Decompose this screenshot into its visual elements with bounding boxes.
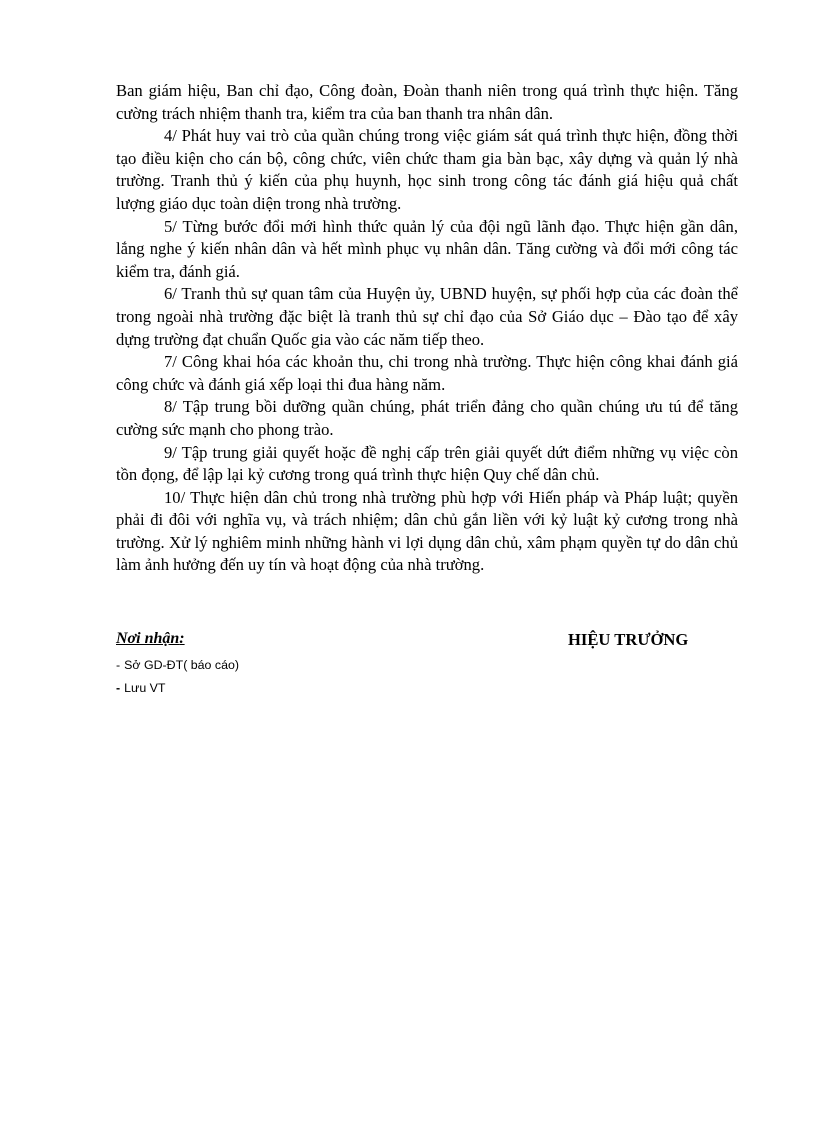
- paragraph-item-10: 10/ Thực hiện dân chủ trong nhà trường phù hợp với Hiến pháp và Pháp luật; quyền phải đi đôi với nghĩa vụ, và trách nhiệm; dân chủ gắn liền với kỷ luật kỷ cương trong nhà trường. Xử lý nghiêm minh những hành vi lợi dụng dân chủ, xâm phạm quyền tự do dân chủ làm ảnh hưởng đến uy tín và hoạt động của nhà trường.: [116, 487, 738, 575]
- paragraph-item-9: 9/ Tập trung giải quyết hoặc đề nghị cấp trên giải quyết dứt điểm những vụ việc còn tồn đọng, để lập lại kỷ cương trong quá trình thực hiện Quy chế dân chủ.: [116, 442, 738, 485]
- recipient-bullet: -: [116, 681, 121, 695]
- paragraph-item-8: 8/ Tập trung bồi dưỡng quần chúng, phát triển đảng cho quần chúng ưu tú để tăng cường sức mạnh cho phong trào.: [116, 397, 738, 439]
- recipient-item: [116, 681, 166, 695]
- recipients-heading: [116, 630, 185, 648]
- paragraph-item-5: 5/ Từng bước đổi mới hình thức quản lý của đội ngũ lãnh đạo. Thực hiện gần dân, lắng nghe ý kiến nhân dân và hết mình phục vụ nhân dân. Tăng cường và đổi mới công tác kiểm tra, đánh giá.: [116, 216, 738, 281]
- paragraph-item-7: 7/ Công khai hóa các khoản thu, chi trong nhà trường. Thực hiện công khai đánh giá công chức và đánh giá xếp loại thi đua hàng năm.: [116, 352, 738, 394]
- recipient-item: [116, 658, 239, 672]
- recipient-text: Sở GD-ĐT( báo cáo): [124, 658, 239, 672]
- recipient-text: Lưu VT: [124, 681, 166, 695]
- document-body: [116, 80, 738, 577]
- signer-title: HIỆU TRƯỞNG: [568, 630, 689, 649]
- recipients-colon: :: [179, 630, 185, 647]
- paragraph-continuation: Ban giám hiệu, Ban chỉ đạo, Công đoàn, Đoàn thanh niên trong quá trình thực hiện. Tăng cường trách nhiệm thanh tra, kiểm tra của ban thanh tra nhân dân.: [116, 81, 738, 123]
- paragraph-item-4: 4/ Phát huy vai trò của quần chúng trong việc giám sát quá trình thực hiện, đồng thời tạo điều kiện cho cán bộ, công chức, viên chức tham gia bàn bạc, xây dựng và quản lý nhà trường. Tranh thủ ý kiến của phụ huynh, học sinh trong công tác đánh giá hiệu quả chất lượng giáo dục toàn diện trong nhà trường.: [116, 126, 738, 213]
- recipient-bullet: -: [116, 658, 121, 672]
- recipients-label: Nơi nhận: [116, 630, 180, 647]
- paragraph-item-6: 6/ Tranh thủ sự quan tâm của Huyện ủy, UBND huyện, sự phối hợp của các đoàn thể trong ngoài nhà trường đặc biệt là tranh thủ sự chỉ đạo của Sở Giáo dục – Đào tạo để xây dựng trường đạt chuẩn Quốc gia vào các năm tiếp theo.: [116, 284, 738, 349]
